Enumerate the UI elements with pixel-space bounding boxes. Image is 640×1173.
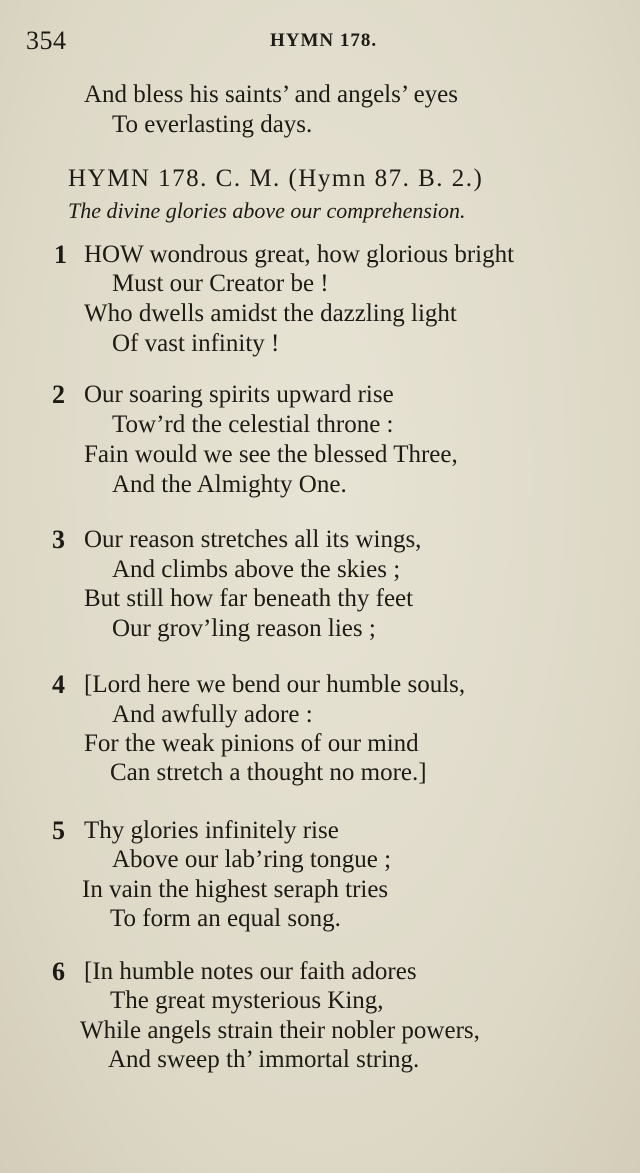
- verse-line: And the Almighty One.: [112, 471, 347, 498]
- verse-number: 3: [52, 525, 65, 554]
- page-header: [0, 26, 640, 66]
- verse-line: But still how far beneath thy feet: [84, 585, 414, 612]
- hymn-subtitle: The divine glories above our comprehension.: [68, 198, 466, 223]
- verse-line: Of vast infinity !: [112, 330, 280, 357]
- verse-number: 1: [54, 240, 67, 269]
- carryover-line: To everlasting days.: [112, 111, 313, 138]
- running-head: HYMN 178.: [270, 30, 378, 51]
- verse-line: Thy glories infinitely rise: [84, 817, 339, 844]
- verse-line: Who dwells amidst the dazzling light: [84, 300, 457, 327]
- hymn-title: HYMN 178. C. M. (Hymn 87. B. 2.): [68, 165, 484, 192]
- verse-line: Our soaring spirits upward rise: [84, 381, 394, 408]
- verse-line: Must our Creator be !: [112, 270, 329, 297]
- verse-line: Our reason stretches all its wings,: [84, 526, 422, 553]
- verse-line: [In humble notes our faith adores: [84, 958, 417, 985]
- verse-line: And climbs above the skies ;: [112, 556, 401, 583]
- verse-line: For the weak pinions of our mind: [84, 730, 419, 757]
- verse-line: Above our lab’ring tongue ;: [112, 846, 392, 873]
- verse-line: To form an equal song.: [110, 905, 341, 932]
- page-number: 354: [26, 26, 67, 55]
- verse-line: Fain would we see the blessed Three,: [84, 441, 458, 468]
- verse-number: 6: [52, 957, 65, 986]
- verse-number: 5: [52, 816, 65, 845]
- verse-line: In vain the highest seraph tries: [82, 876, 389, 903]
- verse-number: 2: [52, 380, 65, 409]
- verse-line: While angels strain their nobler powers,: [80, 1017, 480, 1044]
- verse-line: HOW wondrous great, how glorious bright: [84, 241, 515, 268]
- verse-line: The great mysterious King,: [110, 987, 384, 1014]
- verse-line: [Lord here we bend our humble souls,: [84, 671, 466, 698]
- verse-line: Our grov’ling reason lies ;: [112, 615, 376, 642]
- verse-number: 4: [52, 670, 65, 699]
- carryover-line: And bless his saints’ and angels’ eyes: [84, 81, 458, 108]
- verse-line: Tow’rd the celestial throne :: [112, 411, 394, 438]
- verse-line: And awfully adore :: [112, 701, 313, 728]
- verse-line: Can stretch a thought no more.]: [110, 759, 427, 786]
- verse-line: And sweep th’ immortal string.: [108, 1046, 420, 1073]
